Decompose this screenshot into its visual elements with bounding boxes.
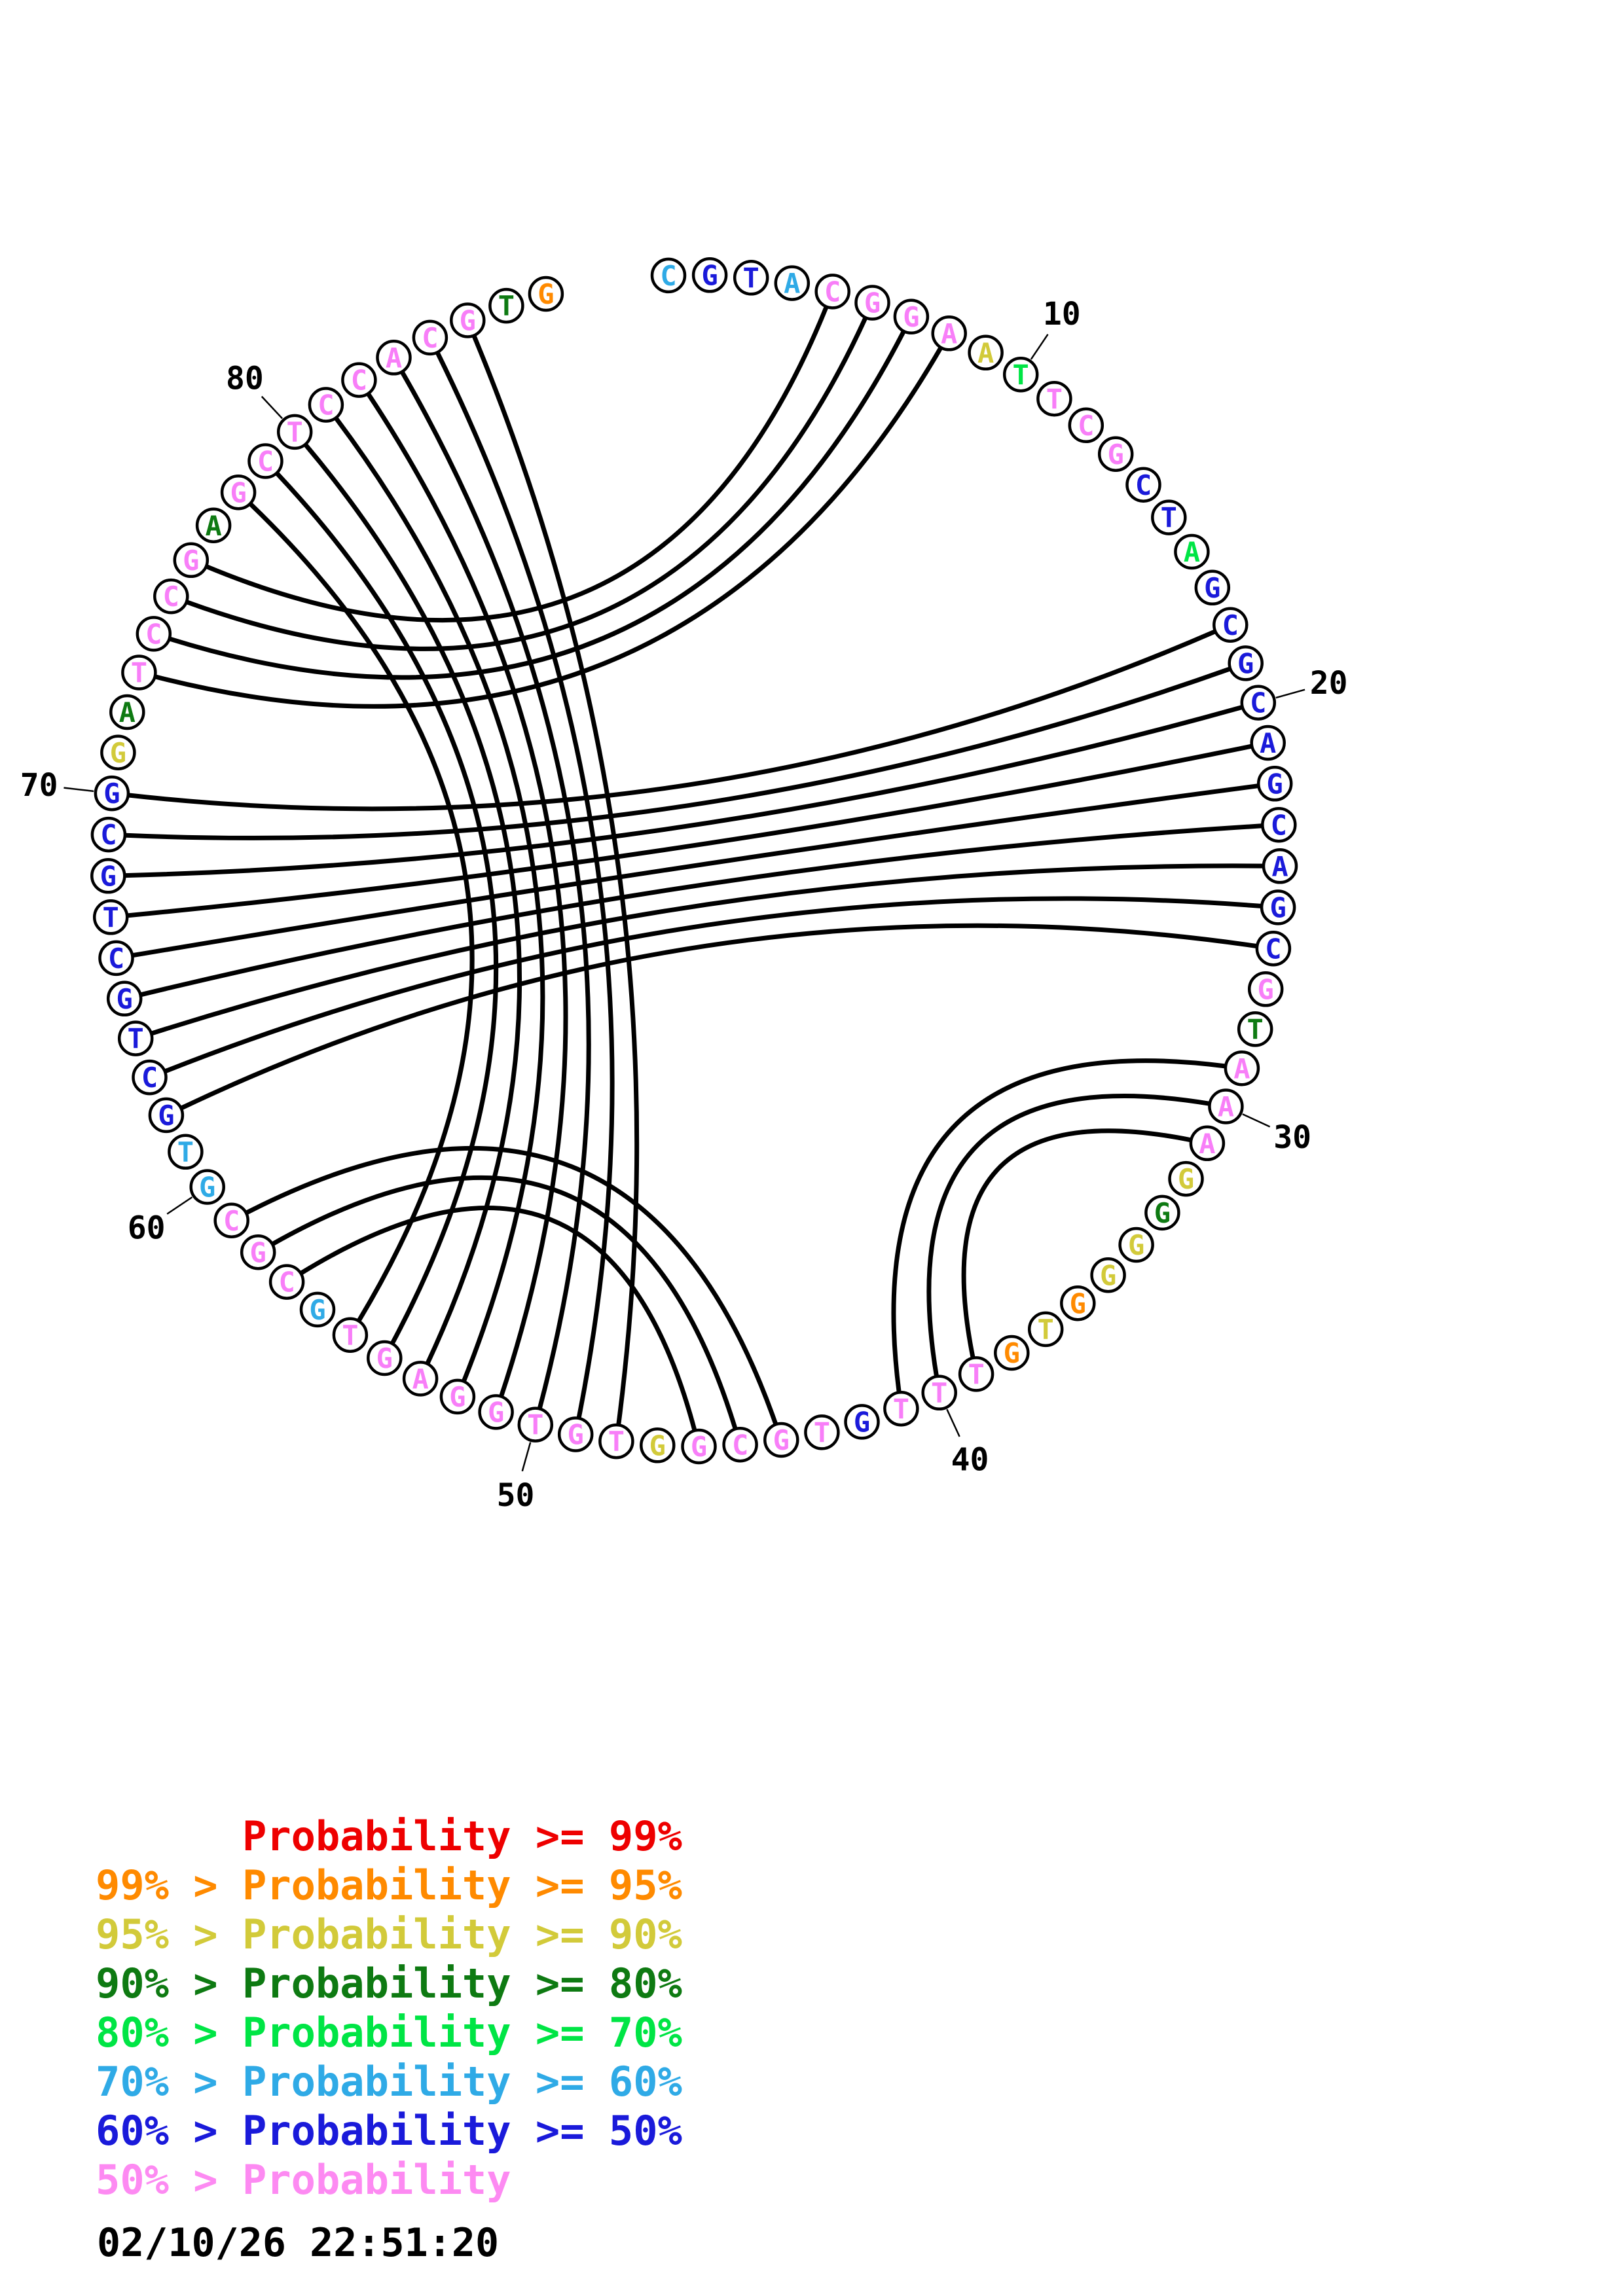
nucleotide-61 — [169, 1136, 202, 1168]
nucleotide-letter-67: T — [102, 901, 119, 934]
pair-arc-49-84 — [437, 353, 612, 1418]
nucleotide-1 — [652, 259, 685, 292]
nucleotide-letter-25: G — [1269, 891, 1286, 924]
nucleotide-letter-5: C — [824, 276, 841, 308]
nucleotide-44 — [765, 1424, 797, 1456]
legend-row-1: Probability >= 99% — [96, 1812, 682, 1860]
nucleotide-letter-80: T — [286, 416, 303, 449]
nucleotide-30 — [1209, 1090, 1242, 1123]
nucleotide-32 — [1170, 1162, 1203, 1195]
nucleotide-74 — [137, 617, 170, 650]
nucleotide-letter-50: T — [527, 1408, 544, 1441]
nucleotide-letter-60: G — [199, 1171, 216, 1204]
nucleotide-letter-23: C — [1270, 809, 1287, 842]
nucleotide-letter-85: G — [459, 304, 476, 337]
nucleotide-letter-1: C — [660, 260, 677, 293]
nucleotide-56 — [301, 1293, 334, 1326]
nucleotide-letter-11: T — [1046, 383, 1063, 416]
nucleotide-letter-58: G — [249, 1236, 266, 1269]
nucleotide-22 — [1258, 767, 1291, 800]
nucleotide-letter-21: A — [1260, 727, 1277, 760]
legend-row-8: 50% > Probability — [96, 2156, 511, 2204]
nucleotide-letter-38: G — [1003, 1337, 1020, 1370]
nucleotide-letter-39: T — [968, 1358, 985, 1391]
nucleotide-letter-45: C — [731, 1429, 749, 1462]
nucleotide-64 — [119, 1022, 152, 1055]
nucleotide-letter-83: A — [385, 342, 403, 374]
nucleotide-7 — [895, 300, 928, 333]
nucleotide-68 — [92, 859, 124, 892]
nucleotide-letter-63: C — [141, 1062, 158, 1094]
nucleotide-27 — [1249, 973, 1282, 1005]
nucleotide-86 — [490, 289, 522, 322]
pair-arc-5-76 — [207, 308, 826, 620]
nucleotide-85 — [451, 304, 484, 337]
nucleotide-43 — [805, 1416, 838, 1448]
nucleotide-letter-30: A — [1217, 1090, 1235, 1123]
nucleotide-letter-22: G — [1266, 768, 1283, 800]
nucleotide-63 — [134, 1061, 166, 1094]
nucleotide-31 — [1191, 1127, 1224, 1160]
nucleotide-80 — [278, 416, 311, 448]
nucleotide-3 — [735, 261, 767, 294]
pair-arc-31-39 — [964, 1131, 1190, 1357]
position-label-line-60 — [167, 1197, 192, 1214]
nucleotide-83 — [378, 341, 410, 374]
nucleotide-60 — [191, 1171, 224, 1204]
pair-arc-55-78 — [251, 504, 472, 1320]
nucleotide-55 — [334, 1319, 367, 1352]
nucleotide-letter-52: G — [449, 1381, 466, 1414]
nucleotide-letter-42: G — [853, 1406, 871, 1439]
nucleotide-72 — [111, 696, 143, 728]
nucleotide-48 — [600, 1425, 632, 1458]
nucleotide-75 — [155, 580, 187, 613]
nucleotide-letter-87: G — [538, 278, 555, 311]
nucleotide-4 — [776, 267, 809, 300]
pair-arc-29-41 — [894, 1061, 1225, 1392]
nucleotide-letter-46: G — [690, 1431, 708, 1463]
nucleotide-letter-77: A — [205, 509, 222, 542]
nucleotide-47 — [641, 1429, 674, 1462]
position-label-line-20 — [1276, 690, 1305, 698]
position-label-30: 30 — [1273, 1119, 1312, 1157]
nucleotide-letter-68: G — [100, 860, 117, 893]
pair-arc-26-62 — [181, 925, 1256, 1108]
nucleotide-62 — [150, 1099, 183, 1132]
position-label-line-50 — [522, 1443, 530, 1471]
nucleotide-letter-75: C — [162, 581, 179, 613]
nucleotide-letter-13: G — [1107, 438, 1124, 471]
nucleotide-17 — [1196, 571, 1229, 604]
nucleotide-letter-84: C — [422, 322, 439, 355]
legend-row-2: 99% > Probability >= 95% — [96, 1861, 682, 1909]
nucleotide-letter-31: A — [1199, 1127, 1216, 1160]
nucleotide-letter-43: T — [813, 1416, 831, 1449]
pair-arc-21-67 — [128, 746, 1251, 916]
nucleotide-51 — [480, 1395, 513, 1428]
nucleotide-8 — [933, 317, 966, 350]
nucleotide-49 — [559, 1418, 592, 1451]
nucleotide-15 — [1152, 501, 1185, 534]
nucleotide-letter-24: A — [1271, 850, 1288, 883]
position-label-60: 60 — [127, 1210, 166, 1247]
nucleotide-82 — [342, 364, 375, 397]
nucleotide-35 — [1092, 1259, 1125, 1291]
nucleotide-13 — [1099, 438, 1132, 471]
nucleotide-letter-27: G — [1257, 973, 1274, 1006]
pair-arc-20-68 — [125, 708, 1242, 876]
nucleotide-39 — [960, 1357, 993, 1390]
position-label-line-80 — [262, 397, 282, 419]
nucleotide-letter-53: A — [412, 1363, 429, 1395]
nucleotide-33 — [1146, 1196, 1178, 1229]
nucleotide-letter-19: G — [1237, 647, 1254, 680]
legend-row-4: 90% > Probability >= 80% — [96, 1960, 682, 2007]
nucleotide-letter-57: C — [278, 1266, 295, 1299]
nucleotide-letter-4: A — [784, 267, 801, 300]
probability-legend — [96, 1812, 682, 2204]
pair-arc-50-83 — [403, 372, 589, 1408]
nucleotide-letter-41: T — [892, 1393, 910, 1426]
position-label-70: 70 — [20, 767, 58, 804]
nucleotide-letter-44: G — [773, 1424, 790, 1457]
nucleotide-letter-2: G — [701, 259, 718, 292]
position-label-line-40 — [947, 1409, 959, 1437]
position-label-80: 80 — [225, 360, 264, 397]
nucleotide-66 — [100, 942, 133, 975]
nucleotide-letter-79: C — [257, 445, 274, 478]
nucleotide-11 — [1038, 382, 1070, 415]
nucleotide-letter-71: G — [109, 736, 127, 769]
nucleotide-letter-34: G — [1127, 1229, 1145, 1262]
nucleotide-46 — [683, 1430, 716, 1463]
nucleotide-36 — [1061, 1287, 1094, 1319]
nucleotide-45 — [724, 1428, 757, 1461]
nucleotide-9 — [970, 336, 1002, 369]
nucleotide-20 — [1242, 687, 1275, 719]
nucleotide-5 — [816, 275, 849, 308]
nucleotide-23 — [1262, 808, 1295, 841]
nucleotide-letter-59: C — [223, 1204, 240, 1237]
nucleotide-letter-35: G — [1099, 1259, 1117, 1292]
pair-arc-44-59 — [247, 1148, 776, 1424]
timestamp: 02/10/26 22:51:20 — [97, 2220, 500, 2266]
nucleotide-69 — [92, 818, 125, 851]
nucleotide-16 — [1175, 535, 1208, 568]
nucleotide-letter-20: C — [1250, 687, 1267, 719]
nucleotide-2 — [693, 259, 726, 291]
nucleotide-letter-64: T — [127, 1022, 144, 1055]
nucleotide-29 — [1226, 1052, 1258, 1085]
nucleotide-letter-81: C — [318, 389, 335, 422]
nucleotide-54 — [368, 1342, 401, 1374]
nucleotide-letter-55: T — [342, 1319, 359, 1352]
nucleotide-letter-51: G — [487, 1396, 505, 1429]
nucleotide-38 — [995, 1336, 1028, 1369]
nucleotide-letter-61: T — [177, 1136, 194, 1168]
nucleotide-25 — [1262, 891, 1294, 924]
nucleotide-87 — [530, 278, 562, 310]
nucleotide-letter-37: T — [1037, 1314, 1054, 1346]
position-label-50: 50 — [496, 1477, 535, 1515]
position-label-line-10 — [1031, 334, 1048, 359]
nucleotide-79 — [249, 445, 282, 478]
nucleotide-letter-32: G — [1177, 1163, 1195, 1196]
nucleotide-letter-33: G — [1154, 1197, 1171, 1230]
nucleotide-67 — [94, 901, 127, 933]
nucleotide-58 — [242, 1236, 274, 1268]
nucleotide-letter-69: C — [100, 819, 117, 852]
nucleotide-73 — [122, 656, 155, 689]
nucleotide-letter-49: G — [567, 1418, 584, 1451]
nucleotide-18 — [1214, 609, 1247, 641]
nucleotide-letter-56: G — [309, 1294, 326, 1327]
pair-arc-18-70 — [129, 632, 1215, 809]
nucleotide-50 — [519, 1408, 552, 1441]
nucleotide-71 — [101, 736, 134, 769]
nucleotide-26 — [1257, 932, 1290, 965]
pair-arc-53-80 — [306, 445, 520, 1363]
legend-row-6: 70% > Probability >= 60% — [96, 2058, 682, 2106]
nucleotide-77 — [197, 509, 230, 542]
nucleotide-12 — [1070, 409, 1103, 442]
nucleotide-21 — [1252, 726, 1285, 759]
nucleotide-76 — [175, 544, 208, 577]
nucleotide-letter-82: C — [350, 364, 368, 397]
position-label-20: 20 — [1309, 665, 1348, 702]
nucleotide-letter-48: T — [608, 1426, 625, 1458]
nucleotide-letter-72: A — [119, 696, 136, 729]
nucleotide-letter-26: C — [1265, 933, 1282, 965]
nucleotide-letter-74: C — [145, 618, 162, 651]
nucleotide-42 — [846, 1405, 879, 1438]
nucleotide-19 — [1230, 647, 1262, 679]
nucleotide-letter-47: G — [649, 1429, 666, 1462]
legend-row-3: 95% > Probability >= 90% — [96, 1910, 682, 1958]
position-label-line-30 — [1243, 1114, 1270, 1126]
nucleotide-letter-62: G — [158, 1100, 175, 1132]
nucleotide-letter-14: C — [1135, 469, 1152, 501]
nucleotide-letter-40: T — [931, 1376, 948, 1409]
nucleotide-letter-65: G — [116, 982, 133, 1015]
nucleotide-78 — [222, 476, 255, 509]
nucleotide-letter-29: A — [1233, 1052, 1250, 1085]
nucleotide-letter-18: C — [1222, 609, 1239, 641]
nucleotide-letter-7: G — [903, 300, 920, 333]
nucleotide-14 — [1127, 469, 1160, 501]
nucleotide-10 — [1004, 358, 1037, 391]
nucleotide-70 — [96, 777, 128, 810]
nucleotide-52 — [441, 1380, 474, 1413]
nucleotide-letter-15: T — [1160, 501, 1177, 534]
nucleotide-59 — [215, 1204, 248, 1237]
nucleotide-letter-12: C — [1078, 409, 1095, 442]
nucleotide-letter-6: G — [864, 287, 881, 319]
pair-arc-23-65 — [141, 826, 1262, 995]
nucleotide-letter-17: G — [1204, 571, 1221, 604]
nucleotide-letter-16: A — [1183, 536, 1201, 569]
position-label-10: 10 — [1042, 296, 1081, 333]
nucleotide-28 — [1239, 1013, 1271, 1045]
nucleotide-letter-8: A — [941, 317, 958, 350]
legend-row-5: 80% > Probability >= 70% — [96, 2009, 682, 2056]
nucleotide-letter-76: G — [183, 544, 200, 577]
nucleotide-letter-10: T — [1012, 359, 1029, 391]
nucleotide-letter-28: T — [1247, 1013, 1264, 1046]
nucleotide-letter-9: A — [977, 336, 994, 369]
legend-row-7: 60% > Probability >= 50% — [96, 2107, 682, 2155]
position-label-line-70 — [64, 788, 94, 791]
nucleotide-letter-66: C — [107, 942, 125, 975]
nucleotide-letter-54: G — [376, 1342, 393, 1375]
nucleotide-letter-73: T — [130, 656, 148, 689]
nucleotide-40 — [923, 1376, 956, 1409]
nucleotide-41 — [884, 1392, 917, 1425]
nucleotide-81 — [310, 389, 342, 422]
nucleotide-65 — [108, 982, 141, 1015]
nucleotide-37 — [1029, 1313, 1062, 1346]
nucleotide-letter-3: T — [742, 262, 759, 295]
nucleotide-24 — [1264, 850, 1296, 882]
nucleotide-letter-86: T — [498, 290, 515, 323]
nucleotide-letter-70: G — [103, 778, 120, 810]
nucleotide-53 — [404, 1362, 437, 1395]
pair-arc-24-64 — [152, 866, 1263, 1033]
nucleotide-letter-78: G — [230, 476, 247, 509]
position-label-40: 40 — [951, 1441, 989, 1479]
nucleotide-6 — [856, 287, 889, 319]
nucleotide-letter-36: G — [1069, 1287, 1086, 1320]
nucleotide-84 — [414, 321, 447, 354]
nucleotide-34 — [1120, 1229, 1153, 1261]
nucleotide-57 — [270, 1266, 303, 1299]
